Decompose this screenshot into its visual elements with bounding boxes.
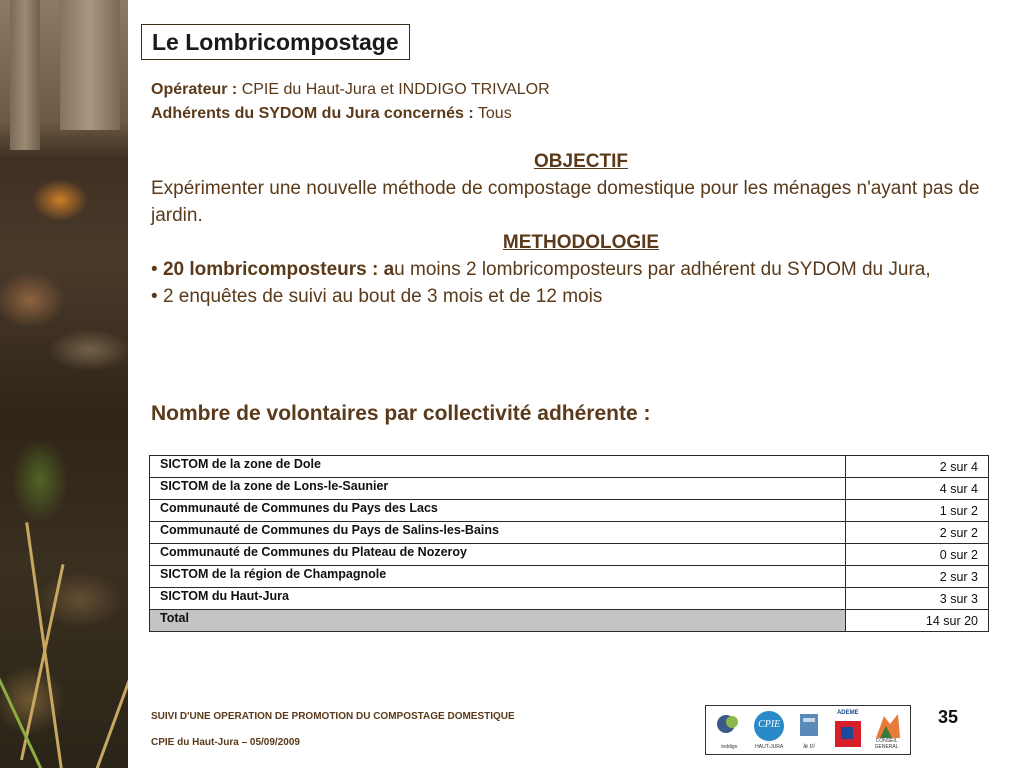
straw-stalk (25, 522, 63, 768)
wood-plank (10, 0, 40, 150)
row-name: SICTOM de la zone de Dole (150, 456, 846, 478)
table-row (150, 566, 989, 588)
row-name: Communauté de Communes du Plateau de Nozeroy (150, 544, 846, 566)
conseil-general-logo (870, 710, 904, 750)
cpie-logo (751, 710, 787, 750)
row-name: SICTOM de la région de Champagnole (150, 566, 846, 588)
table-row (150, 500, 989, 522)
methodology-heading: METHODOLOGIE (502, 232, 660, 253)
inddigo-caption: inddigo (721, 744, 738, 750)
row-name: Communauté de Communes du Pays de Salins-les-Bains (150, 522, 846, 544)
bullet-2-text: 2 enquêtes de suivi au bout de 3 mois et de 12 mois (162, 286, 603, 307)
members-value: Tous (477, 105, 512, 122)
operator-label: Opérateur : (151, 81, 238, 98)
straw-stalk (20, 564, 65, 760)
row-value: 2 sur 4 (846, 456, 989, 478)
row-value: 1 sur 2 (846, 500, 989, 522)
total-value: 14 sur 20 (846, 610, 989, 632)
table-row (150, 478, 989, 500)
row-name: SICTOM de la zone de Lons-le-Saunier (150, 478, 846, 500)
bullet-1-bold: 20 lombricomposteurs : a (162, 259, 395, 280)
row-value: 0 sur 2 (846, 544, 989, 566)
members-line (151, 102, 550, 126)
letri-logo (792, 710, 826, 750)
operator-line (151, 78, 550, 102)
wood-plank (60, 0, 120, 130)
ademe-label: ADEME (836, 710, 859, 716)
partner-logos (705, 705, 911, 755)
recycle-bin-icon (792, 710, 826, 740)
bullet-1-text: u moins 2 lombricomposteurs par adhérent du SYDOM du Jura, (394, 259, 931, 280)
cpie-caption: HAUT-JURA (755, 744, 784, 750)
page-number: 35 (938, 707, 959, 727)
methodology-bullet-2: • 2 enquêtes de suivi au bout de 3 mois et de 12 mois (151, 286, 603, 307)
methodology-bullet-1: • 20 lombricomposteurs : au moins 2 lombricomposteurs par adhérent du SYDOM du Jura, (151, 259, 931, 280)
ademe-logo (831, 710, 865, 750)
meta-block (151, 78, 550, 126)
operator-value: CPIE du Haut-Jura et INDDIGO TRIVALOR (241, 81, 550, 98)
total-row (150, 610, 989, 632)
inddigo-logo (712, 710, 746, 750)
objective-text: Expérimenter une nouvelle méthode de compostage domestique pour les ménages n'ayant pas de jardin. (151, 178, 980, 226)
content-block (151, 148, 1011, 310)
table-row (150, 544, 989, 566)
table-subtitle: Nombre de volontaires par collectivité adhérente : (151, 402, 651, 425)
ademe-mark-icon (831, 719, 865, 749)
footer-title: SUIVI D'UNE OPERATION DE PROMOTION DU COMPOSTAGE DOMESTIQUE (151, 711, 515, 722)
slide-title: Le Lombricompostage (141, 24, 410, 60)
cg-caption: CONSEIL GENERAL (874, 738, 899, 750)
row-value: 2 sur 3 (846, 566, 989, 588)
row-value: 2 sur 2 (846, 522, 989, 544)
row-name: SICTOM du Haut-Jura (150, 588, 846, 610)
row-name: Communauté de Communes du Pays des Lacs (150, 500, 846, 522)
row-value: 3 sur 3 (846, 588, 989, 610)
straw-stalk (95, 610, 128, 768)
table-row (150, 522, 989, 544)
total-label: Total (150, 610, 846, 632)
row-value: 4 sur 4 (846, 478, 989, 500)
inddigo-mark-icon (712, 710, 746, 742)
footer-credit: CPIE du Haut-Jura – 05/09/2009 (151, 737, 300, 748)
table-row (150, 456, 989, 478)
compost-photo (0, 0, 128, 768)
members-label: Adhérents du SYDOM du Jura concernés : (151, 105, 474, 122)
objective-heading: OBJECTIF (534, 151, 628, 172)
volunteers-table (149, 455, 989, 632)
table-row (150, 588, 989, 610)
letri-caption: le tri (803, 744, 815, 750)
cpie-letters: CPIE (758, 719, 781, 730)
